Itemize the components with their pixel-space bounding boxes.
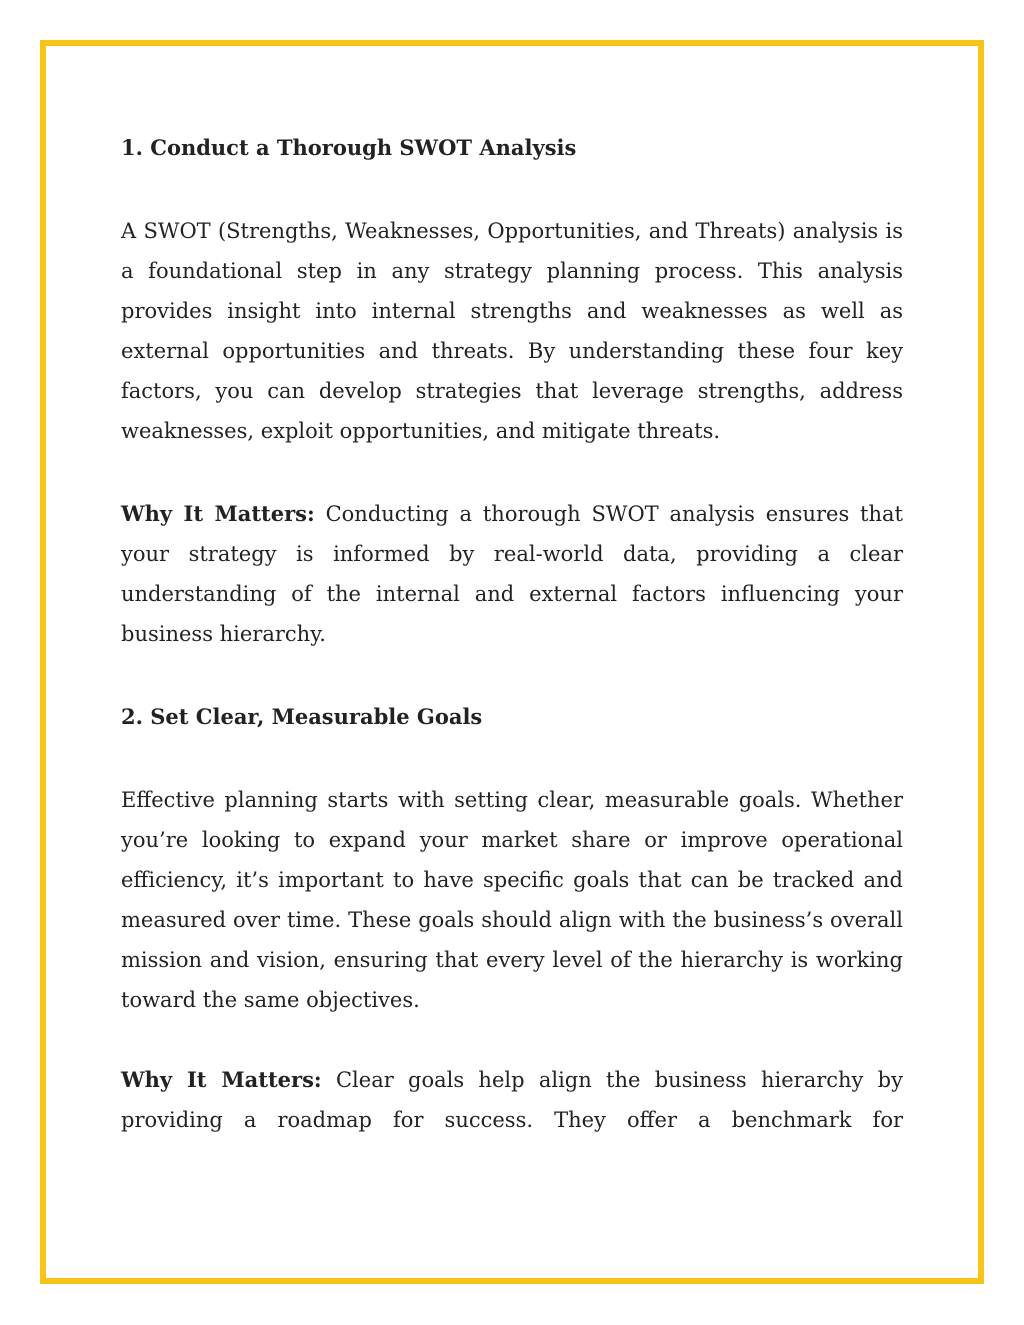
section-1-why-text: Conducting a thorough SWOT analysis ensures that your strategy is informed by real-world data, providing a clear understanding of the internal and external factors influencing your business hierarchy. [121,502,903,646]
section-2-body: Effective planning starts with setting clear, measurable goals. Whether you’re looking to expand your market share or improve operational efficiency, it’s important to have specific goals that can be tracked and measured over time. These goals should align with the business’s overall mission and vision, ensuring that every level of the hierarchy is working toward the same objectives. [121,788,903,1012]
section-2-heading: 2. Set Clear, Measurable Goals [121,704,483,729]
section-1-why-it-matters [121,494,903,654]
section-1-why-label: Why It Matters: [121,501,315,526]
section-2-why-text: Clear goals help align the business hierarchy by providing a roadmap for success. They offer a benchmark for [121,1068,903,1132]
section-1-body: A SWOT (Strengths, Weaknesses, Opportunities, and Threats) analysis is a foundational step in any strategy planning process. This analysis provides insight into internal strengths and weaknesses as well as external opportunities and threats. By understanding these four key factors, you can develop strategies that leverage strengths, address weaknesses, exploit opportunities, and mitigate threats. [121,219,903,443]
section-2-why-it-matters [121,1060,903,1140]
section-1-heading: 1. Conduct a Thorough SWOT Analysis [121,135,577,160]
document-content [121,128,903,1140]
section-2-why-label: Why It Matters: [121,1067,322,1092]
